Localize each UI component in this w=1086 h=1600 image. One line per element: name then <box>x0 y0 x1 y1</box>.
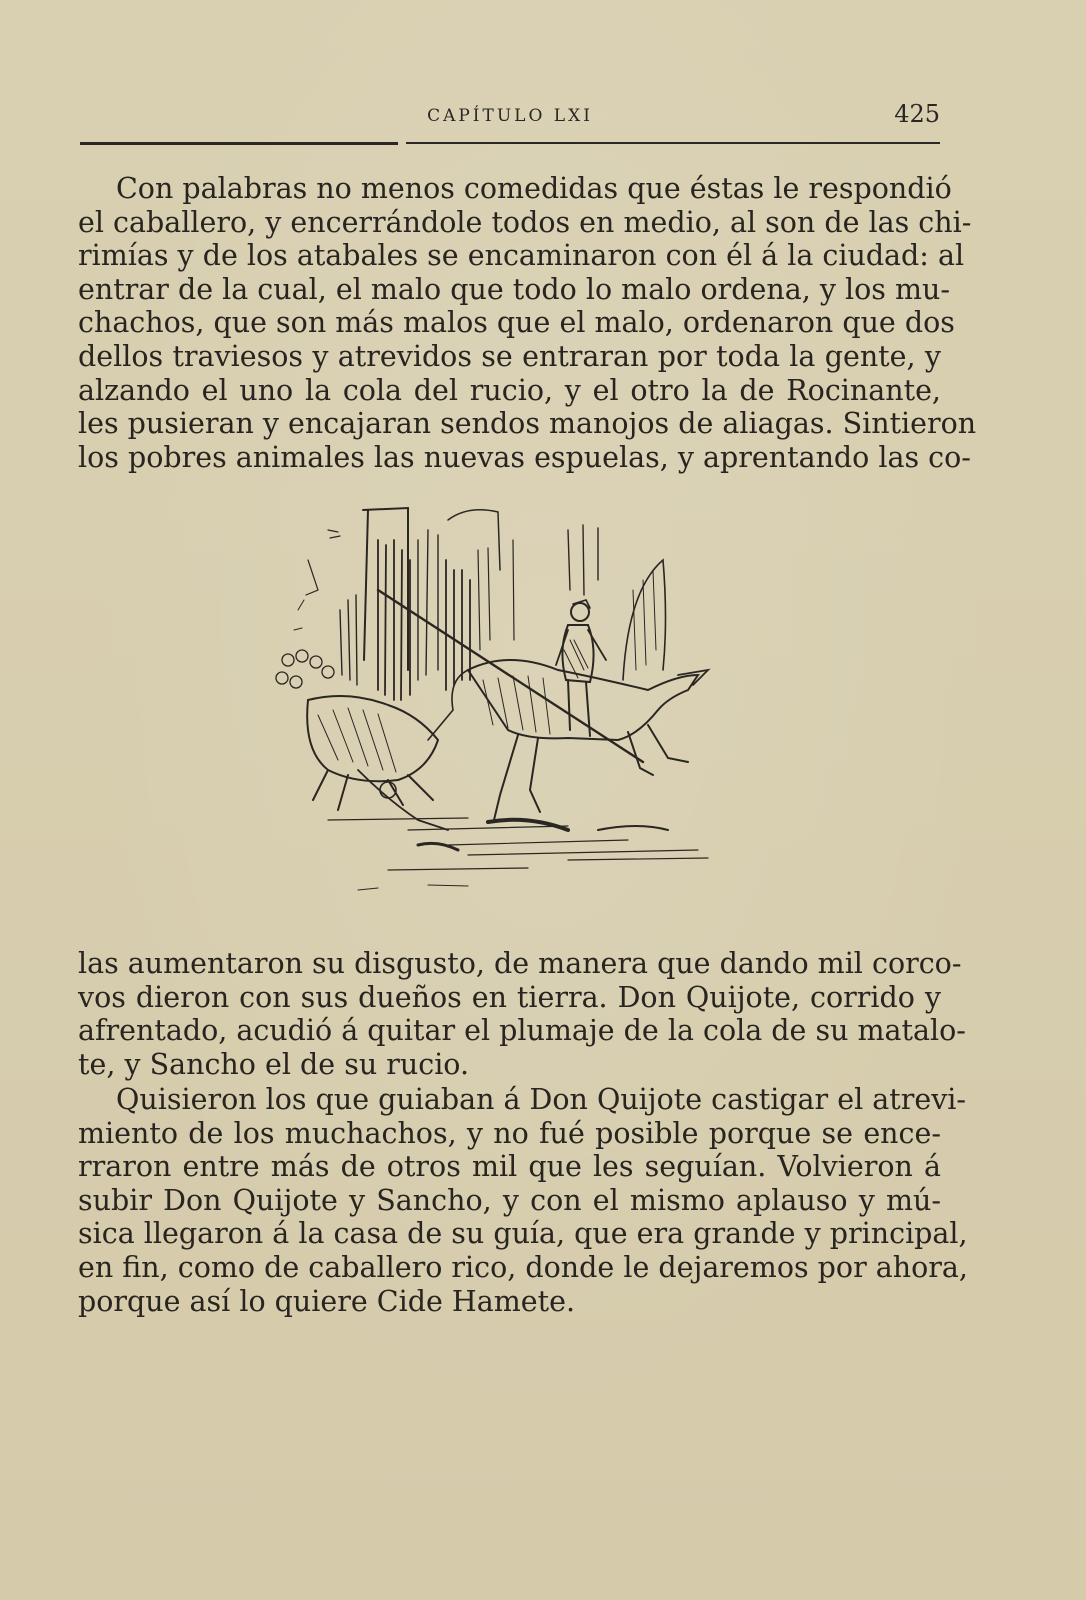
text-line: porque así lo quiere Cide Hamete. <box>78 1284 576 1318</box>
text-line: Con palabras no menos comedidas que éstas le respondió <box>116 172 952 205</box>
chapter-title: CAPÍTULO LXI <box>427 106 593 126</box>
header-rule-left <box>80 142 398 145</box>
text-line: en fin, como de caballero rico, donde le dejaremos por ahora, <box>78 1250 968 1284</box>
header-rule-right <box>406 142 940 144</box>
text-line: los pobres animales las nuevas espuelas, y aprentando las co- <box>78 440 971 474</box>
paragraph-2 <box>78 947 966 1081</box>
text-line: te, y Sancho el de su rucio. <box>78 1047 470 1081</box>
text-line: sica llegaron á la casa de su guía, que era grande y principal, <box>78 1217 968 1251</box>
text-line: chachos, que son más malos que el malo, ordenaron que dos <box>78 306 955 340</box>
page-number: 425 <box>894 100 940 128</box>
paragraph-3 <box>78 1083 968 1318</box>
text-line: el caballero, y encerrándole todos en medio, al son de las chi- <box>78 205 972 239</box>
paragraph-1 <box>78 172 977 474</box>
engraving-illustration <box>268 500 738 900</box>
text-line: rraron entre más de otros mil que les seguían. Volvieron á <box>78 1150 941 1184</box>
text-line: Quisieron los que guiaban á Don Quijote castigar el atrevi- <box>116 1083 967 1116</box>
text-line: les pusieran y encajaran sendos manojos de aliagas. Sintieron <box>78 407 977 441</box>
text-line: alzando el uno la cola del rucio, y el otro la de Rocinante, <box>78 373 941 407</box>
text-line: dellos traviesos y atrevidos se entraran por toda la gente, y <box>78 339 941 373</box>
text-line: las aumentaron su disgusto, de manera que dando mil corco- <box>78 947 962 980</box>
text-line: afrentado, acudió á quitar el plumaje de la cola de su matalo- <box>78 1014 966 1048</box>
running-head <box>80 100 940 134</box>
text-line: entrar de la cual, el malo que todo lo malo ordena, y los mu- <box>78 272 951 306</box>
text-line: subir Don Quijote y Sancho, y con el mismo aplauso y mú- <box>78 1183 941 1217</box>
text-line: miento de los muchachos, y no fué posible porque se ence- <box>78 1116 941 1150</box>
text-line: rimías y de los atabales se encaminaron con él á la ciudad: al <box>78 239 965 273</box>
text-line: vos dieron con sus dueños en tierra. Don Quijote, corrido y <box>78 980 941 1014</box>
